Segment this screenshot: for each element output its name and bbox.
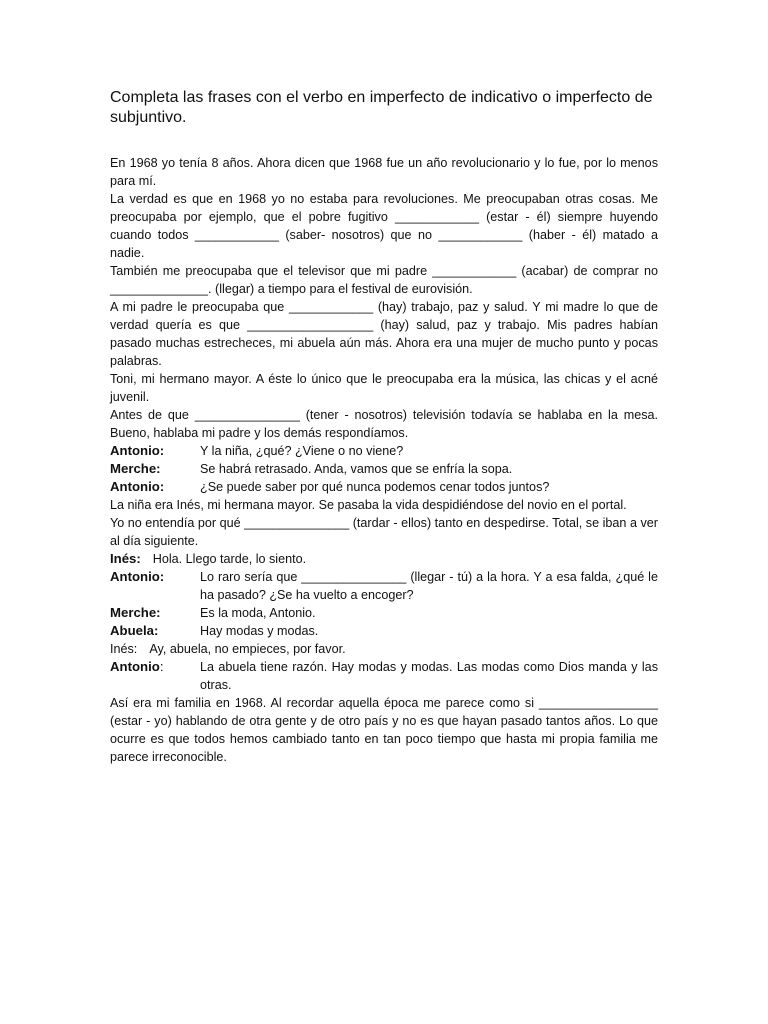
dialogue-text: Ay, abuela, no empieces, por favor. <box>149 642 346 656</box>
dialogue-text: ¿Se puede saber por qué nunca podemos cenar todos juntos? <box>200 480 550 494</box>
speaker-label <box>110 658 200 694</box>
dialogue-line <box>110 460 658 478</box>
dialogue-line <box>110 604 658 622</box>
speaker-label: Merche: <box>110 605 161 620</box>
document-page <box>110 88 658 766</box>
dialogue-text: La abuela tiene razón. Hay modas y modas. Las modas como Dios manda y las otras. <box>200 660 658 692</box>
paragraph: También me preocupaba que el televisor que mi padre ____________ (acabar) de comprar no ______________. (llegar) a tiempo para el festival de eurovisión. <box>110 264 658 296</box>
dialogue-line <box>110 622 658 640</box>
dialogue-text: Es la moda, Antonio. <box>200 606 316 620</box>
paragraph: En 1968 yo tenía 8 años. Ahora dicen que 1968 fue un año revolucionario y lo fue, por lo menos para mí. <box>110 156 658 188</box>
speaker-label: Antonio: <box>110 479 165 494</box>
dialogue-text: Y la niña, ¿qué? ¿Viene o no viene? <box>200 444 404 458</box>
dialogue-line <box>110 478 658 496</box>
dialogue-text: Lo raro sería que _______________ (llegar - tú) a la hora. Y a esa falda, ¿qué le ha pasado? ¿Se ha vuelto a encoger? <box>200 570 658 602</box>
dialogue-line <box>110 658 658 694</box>
exercise-title: Completa las frases con el verbo en imperfecto de indicativo o imperfecto de subjuntivo. <box>110 89 653 126</box>
dialogue-text: Se habrá retrasado. Anda, vamos que se enfría la sopa. <box>200 462 513 476</box>
dialogue-line <box>110 640 658 658</box>
speaker-label: Inés: <box>110 642 138 656</box>
speaker-label: Merche: <box>110 461 161 476</box>
paragraph: La verdad es que en 1968 yo no estaba para revoluciones. Me preocupaban otras cosas. Me preocupaba por ejemplo, que el pobre fugitivo ____________ (estar - él) siempre huyendo cuando todos ____________ (saber- nosotros) que no ____________ (haber - él) matado a nadie. <box>110 192 658 260</box>
paragraph: A mi padre le preocupaba que ____________ (hay) trabajo, paz y salud. Y mi madre lo que de verdad quería es que __________________ (hay) salud, paz y trabajo. Mis padres habían pasado muchas estrecheces, mi abuela aún más. Ahora era una mujer de mucho punto y pocas palabras. <box>110 300 658 368</box>
speaker-name: Antonio <box>110 659 160 674</box>
speaker-colon: : <box>159 659 164 674</box>
exercise-body <box>110 154 658 766</box>
speaker-label: Antonio: <box>110 569 165 584</box>
dialogue-line <box>110 550 658 568</box>
dialogue-line <box>110 442 658 460</box>
closing-paragraph: Así era mi familia en 1968. Al recordar aquella época me parece como si _________________ (estar - yo) hablando de otra gente y de otro país y no es que hayan pasado tantos años. Lo que ocurre es que todos hemos cambiado tanto en tan poco tiempo que hasta mi propia familia me parece irreconocible. <box>110 696 658 764</box>
dialogue-line <box>110 568 658 604</box>
paragraph: Antes de que _______________ (tener - nosotros) televisión todavía se hablaba en la mesa. Bueno, hablaba mi padre y los demás respondíamos. <box>110 408 658 440</box>
speaker-label: Antonio: <box>110 443 165 458</box>
paragraph: Yo no entendía por qué _______________ (tardar - ellos) tanto en despedirse. Total, se iban a ver al día siguiente. <box>110 516 658 548</box>
dialogue-text: Hola. Llego tarde, lo siento. <box>152 552 307 566</box>
dialogue-text: Hay modas y modas. <box>200 624 319 638</box>
paragraph: La niña era Inés, mi hermana mayor. Se pasaba la vida despidiéndose del novio en el portal. <box>110 498 627 512</box>
speaker-label: Inés: <box>110 551 141 566</box>
paragraph: Toni, mi hermano mayor. A éste lo único que le preocupaba era la música, las chicas y el acné juvenil. <box>110 372 658 404</box>
speaker-label: Abuela: <box>110 623 159 638</box>
